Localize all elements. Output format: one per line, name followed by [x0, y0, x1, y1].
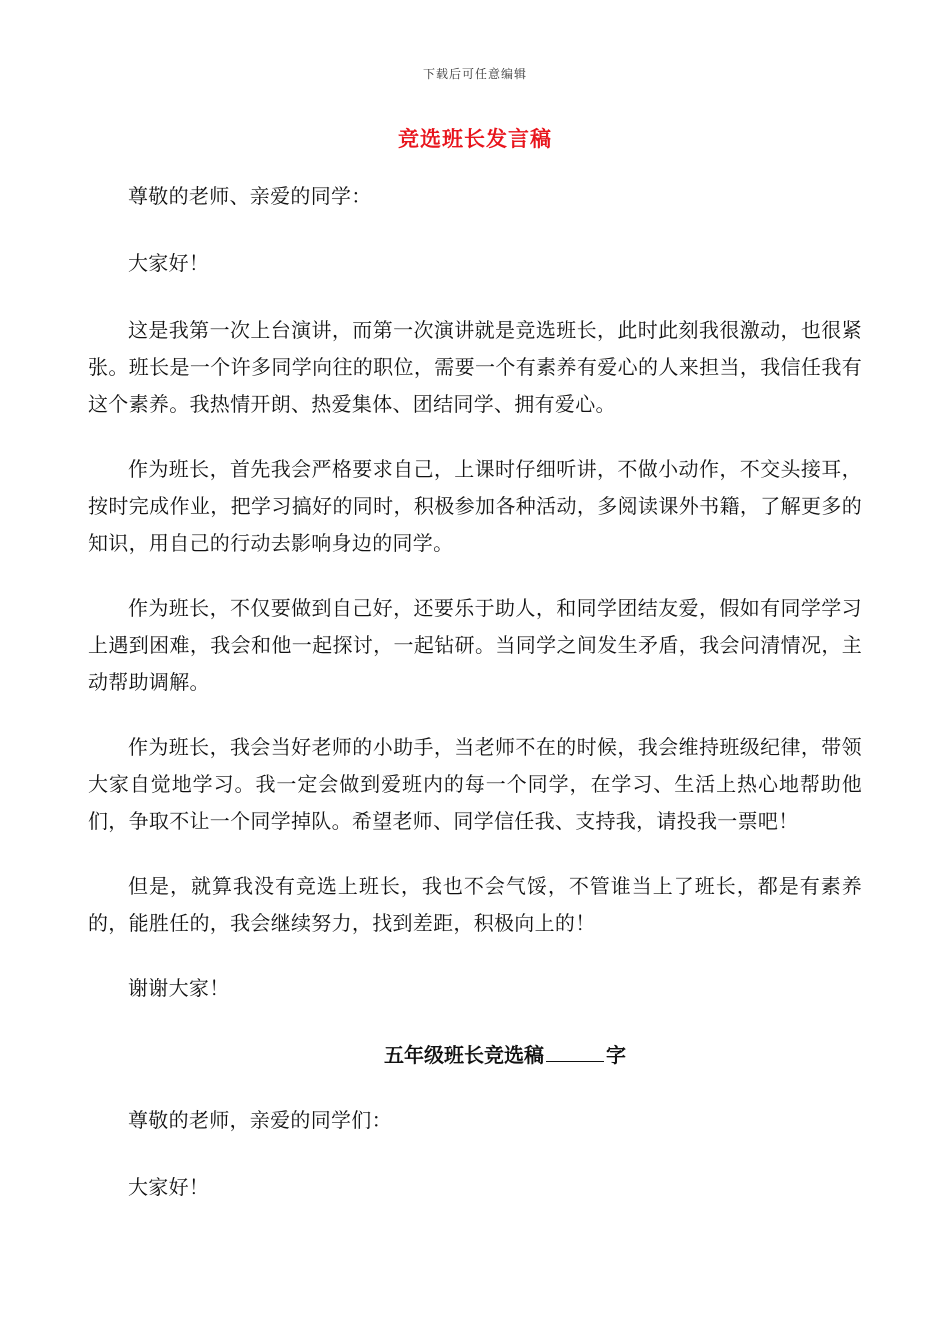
- salutation-2: 尊敬的老师，亲爱的同学们：: [128, 1108, 392, 1132]
- section-subtitle: [88, 1037, 862, 1074]
- greeting-2: 大家好！: [128, 1175, 210, 1199]
- paragraph: 作为班长，首先我会严格要求自己，上课时仔细听讲，不做小动作，不交头接耳，按时完成作业，把学习搞好的同时，积极参加各种活动，多阅读课外书籍，了解更多的知识，用自己的行动去影响身边的同学。: [88, 457, 862, 555]
- blank-underline: [546, 1060, 604, 1062]
- greeting: 大家好！: [128, 251, 210, 275]
- paragraph: 作为班长，不仅要做到自己好，还要乐于助人，和同学团结友爱，假如有同学学习上遇到困难，我会和他一起探讨，一起钻研。当同学之间发生矛盾，我会问清情况，主动帮助调解。: [88, 596, 862, 694]
- paragraph: 这是我第一次上台演讲，而第一次演讲就是竞选班长，此时此刻我很激动，也很紧张。班长是一个许多同学向往的职位，需要一个有素养有爱心的人来担当，我信任我有这个素养。我热情开朗、热爱集体、团结同学、拥有爱心。: [88, 318, 862, 416]
- subtitle-prefix: 五年级班长竞选稿: [384, 1043, 544, 1067]
- salutation: 尊敬的老师、亲爱的同学：: [128, 184, 372, 208]
- closing: 谢谢大家！: [128, 976, 230, 1000]
- document-body: [88, 178, 862, 1236]
- header-note: 下载后可任意编辑: [422, 67, 527, 81]
- paragraph: 但是，就算我没有竞选上班长，我也不会气馁，不管谁当上了班长，都是有素养的，能胜任的，我会继续努力，找到差距，积极向上的！: [88, 874, 862, 935]
- paragraph: 作为班长，我会当好老师的小助手，当老师不在的时候，我会维持班级纪律，带领大家自觉地学习。我一定会做到爱班内的每一个同学，在学习、生活上热心地帮助他们，争取不让一个同学掉队。希望老师、同学信任我、支持我，请投我一票吧！: [88, 735, 862, 833]
- subtitle-suffix: 字: [606, 1043, 626, 1067]
- document-title: 竞选班长发言稿: [398, 126, 552, 151]
